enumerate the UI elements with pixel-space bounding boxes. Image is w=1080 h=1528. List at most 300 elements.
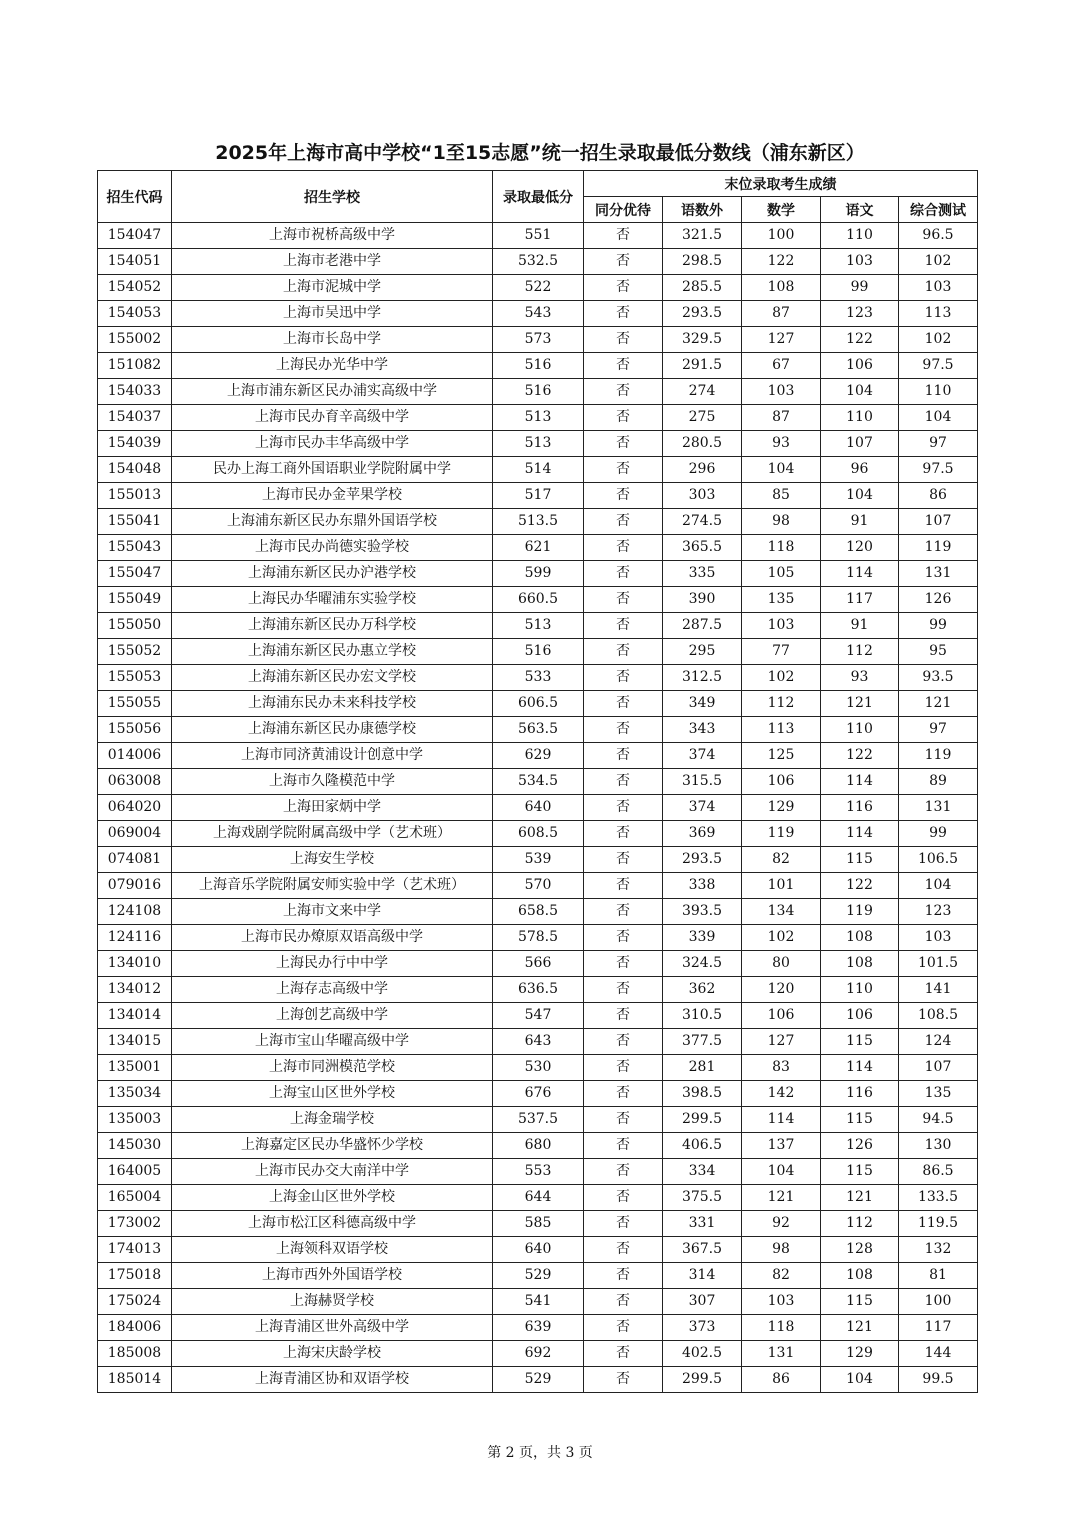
cell-math: 119: [742, 821, 821, 847]
cell-chinese: 112: [821, 1211, 899, 1237]
cell-math: 125: [742, 743, 821, 769]
table-row: [98, 1185, 978, 1211]
cell-code: 154039: [98, 431, 172, 457]
cell-min-score: 660.5: [493, 587, 584, 613]
cell-code: 155047: [98, 561, 172, 587]
table-row: [98, 1003, 978, 1029]
cell-school: 上海民办光华中学: [172, 353, 493, 379]
cell-chinese: 122: [821, 743, 899, 769]
cell-priority: 否: [584, 535, 663, 561]
cell-math: 103: [742, 379, 821, 405]
cell-math: 82: [742, 847, 821, 873]
cell-priority: 否: [584, 1315, 663, 1341]
cell-code: 175018: [98, 1263, 172, 1289]
cell-school: 上海市浦东新区民办浦实高级中学: [172, 379, 493, 405]
cell-school: 上海市祝桥高级中学: [172, 223, 493, 249]
cell-code: 135003: [98, 1107, 172, 1133]
cell-comprehensive: 117: [899, 1315, 978, 1341]
cell-chinese: 115: [821, 847, 899, 873]
cell-comprehensive: 132: [899, 1237, 978, 1263]
cell-comprehensive: 135: [899, 1081, 978, 1107]
cell-school: 上海市泥城中学: [172, 275, 493, 301]
cell-min-score: 608.5: [493, 821, 584, 847]
cell-comprehensive: 97: [899, 717, 978, 743]
cell-comprehensive: 97.5: [899, 457, 978, 483]
cell-chinese-math-english: 373: [663, 1315, 742, 1341]
cell-priority: 否: [584, 925, 663, 951]
cell-chinese-math-english: 374: [663, 795, 742, 821]
cell-school: 上海市老港中学: [172, 249, 493, 275]
table-row: [98, 795, 978, 821]
cell-comprehensive: 123: [899, 899, 978, 925]
cell-priority: 否: [584, 691, 663, 717]
cell-priority: 否: [584, 483, 663, 509]
cell-code: 155043: [98, 535, 172, 561]
cell-chinese-math-english: 299.5: [663, 1107, 742, 1133]
cell-min-score: 636.5: [493, 977, 584, 1003]
cell-chinese-math-english: 299.5: [663, 1367, 742, 1393]
table-row: [98, 1107, 978, 1133]
cell-code: 063008: [98, 769, 172, 795]
cell-priority: 否: [584, 899, 663, 925]
cell-chinese: 115: [821, 1107, 899, 1133]
cell-math: 82: [742, 1263, 821, 1289]
cell-chinese: 103: [821, 249, 899, 275]
cell-min-score: 541: [493, 1289, 584, 1315]
cell-comprehensive: 124: [899, 1029, 978, 1055]
cell-min-score: 517: [493, 483, 584, 509]
cell-school: 上海市松江区科德高级中学: [172, 1211, 493, 1237]
cell-math: 121: [742, 1185, 821, 1211]
cell-priority: 否: [584, 1367, 663, 1393]
cell-code: 064020: [98, 795, 172, 821]
cell-chinese: 114: [821, 1055, 899, 1081]
cell-math: 87: [742, 301, 821, 327]
cell-comprehensive: 119: [899, 535, 978, 561]
cell-school: 上海浦东新区民办万科学校: [172, 613, 493, 639]
cell-chinese: 122: [821, 873, 899, 899]
cell-code: 134010: [98, 951, 172, 977]
cell-math: 67: [742, 353, 821, 379]
cell-school: 上海戏剧学院附属高级中学（艺术班）: [172, 821, 493, 847]
cell-priority: 否: [584, 275, 663, 301]
cell-chinese-math-english: 275: [663, 405, 742, 431]
cell-comprehensive: 103: [899, 925, 978, 951]
cell-min-score: 513: [493, 431, 584, 457]
cell-code: 135034: [98, 1081, 172, 1107]
cell-math: 118: [742, 535, 821, 561]
cell-comprehensive: 119: [899, 743, 978, 769]
cell-min-score: 585: [493, 1211, 584, 1237]
admission-score-table: [97, 170, 978, 1393]
cell-comprehensive: 97.5: [899, 353, 978, 379]
cell-priority: 否: [584, 795, 663, 821]
cell-code: 154048: [98, 457, 172, 483]
table-row: [98, 691, 978, 717]
cell-priority: 否: [584, 1055, 663, 1081]
cell-min-score: 640: [493, 795, 584, 821]
cell-comprehensive: 119.5: [899, 1211, 978, 1237]
cell-min-score: 537.5: [493, 1107, 584, 1133]
cell-chinese-math-english: 310.5: [663, 1003, 742, 1029]
table-row: [98, 899, 978, 925]
cell-chinese: 123: [821, 301, 899, 327]
cell-code: 154052: [98, 275, 172, 301]
cell-comprehensive: 130: [899, 1133, 978, 1159]
cell-school: 上海民办行中中学: [172, 951, 493, 977]
cell-min-score: 513: [493, 405, 584, 431]
table-row: [98, 1367, 978, 1393]
table-row: [98, 639, 978, 665]
table-row: [98, 587, 978, 613]
cell-chinese-math-english: 312.5: [663, 665, 742, 691]
cell-school: 上海市吴迅中学: [172, 301, 493, 327]
cell-chinese-math-english: 296: [663, 457, 742, 483]
cell-math: 120: [742, 977, 821, 1003]
cell-comprehensive: 133.5: [899, 1185, 978, 1211]
cell-chinese: 107: [821, 431, 899, 457]
cell-chinese-math-english: 274: [663, 379, 742, 405]
cell-comprehensive: 86.5: [899, 1159, 978, 1185]
cell-school: 上海浦东民办未来科技学校: [172, 691, 493, 717]
cell-code: 154033: [98, 379, 172, 405]
header-chinese: 语文: [821, 197, 899, 223]
table-row: [98, 1237, 978, 1263]
cell-chinese-math-english: 293.5: [663, 847, 742, 873]
cell-school: 上海市民办交大南洋中学: [172, 1159, 493, 1185]
cell-comprehensive: 102: [899, 249, 978, 275]
cell-comprehensive: 106.5: [899, 847, 978, 873]
cell-comprehensive: 99.5: [899, 1367, 978, 1393]
cell-school: 民办上海工商外国语职业学院附属中学: [172, 457, 493, 483]
cell-comprehensive: 131: [899, 561, 978, 587]
cell-math: 122: [742, 249, 821, 275]
cell-comprehensive: 144: [899, 1341, 978, 1367]
cell-min-score: 513.5: [493, 509, 584, 535]
cell-chinese-math-english: 393.5: [663, 899, 742, 925]
table-body: [98, 223, 978, 1393]
cell-chinese: 119: [821, 899, 899, 925]
cell-math: 86: [742, 1367, 821, 1393]
cell-school: 上海市同洲模范学校: [172, 1055, 493, 1081]
cell-math: 103: [742, 1289, 821, 1315]
cell-chinese-math-english: 324.5: [663, 951, 742, 977]
cell-comprehensive: 102: [899, 327, 978, 353]
cell-priority: 否: [584, 1081, 663, 1107]
cell-math: 77: [742, 639, 821, 665]
cell-comprehensive: 107: [899, 509, 978, 535]
cell-math: 102: [742, 925, 821, 951]
cell-priority: 否: [584, 509, 663, 535]
cell-math: 101: [742, 873, 821, 899]
cell-chinese: 106: [821, 1003, 899, 1029]
cell-chinese-math-english: 390: [663, 587, 742, 613]
cell-school: 上海市西外外国语学校: [172, 1263, 493, 1289]
cell-code: 154037: [98, 405, 172, 431]
cell-code: 079016: [98, 873, 172, 899]
cell-school: 上海市民办育辛高级中学: [172, 405, 493, 431]
cell-chinese: 104: [821, 379, 899, 405]
table-row: [98, 847, 978, 873]
cell-math: 103: [742, 613, 821, 639]
cell-chinese-math-english: 374: [663, 743, 742, 769]
cell-priority: 否: [584, 1003, 663, 1029]
cell-code: 174013: [98, 1237, 172, 1263]
page-footer: 第 2 页，共 3 页: [487, 1445, 593, 1461]
cell-code: 151082: [98, 353, 172, 379]
cell-priority: 否: [584, 1107, 663, 1133]
cell-priority: 否: [584, 665, 663, 691]
cell-code: 134014: [98, 1003, 172, 1029]
table-row: [98, 873, 978, 899]
cell-priority: 否: [584, 1133, 663, 1159]
cell-min-score: 566: [493, 951, 584, 977]
cell-chinese: 120: [821, 535, 899, 561]
cell-math: 93: [742, 431, 821, 457]
cell-chinese: 108: [821, 925, 899, 951]
cell-code: 155041: [98, 509, 172, 535]
table-row: [98, 977, 978, 1003]
cell-school: 上海创艺高级中学: [172, 1003, 493, 1029]
cell-priority: 否: [584, 431, 663, 457]
cell-chinese-math-english: 365.5: [663, 535, 742, 561]
cell-min-score: 640: [493, 1237, 584, 1263]
cell-math: 129: [742, 795, 821, 821]
cell-priority: 否: [584, 769, 663, 795]
cell-min-score: 543: [493, 301, 584, 327]
cell-code: 014006: [98, 743, 172, 769]
cell-math: 142: [742, 1081, 821, 1107]
cell-comprehensive: 89: [899, 769, 978, 795]
cell-code: 155056: [98, 717, 172, 743]
cell-chinese: 116: [821, 795, 899, 821]
cell-min-score: 644: [493, 1185, 584, 1211]
cell-priority: 否: [584, 1341, 663, 1367]
table-row: [98, 951, 978, 977]
cell-min-score: 529: [493, 1367, 584, 1393]
cell-chinese-math-english: 280.5: [663, 431, 742, 457]
cell-comprehensive: 97: [899, 431, 978, 457]
table-row: [98, 925, 978, 951]
cell-chinese: 91: [821, 509, 899, 535]
cell-school: 上海浦东新区民办东鼎外国语学校: [172, 509, 493, 535]
table-row: [98, 249, 978, 275]
cell-math: 127: [742, 327, 821, 353]
table-row: [98, 1029, 978, 1055]
cell-chinese: 116: [821, 1081, 899, 1107]
header-chinese-math-english: 语数外: [663, 197, 742, 223]
cell-code: 154053: [98, 301, 172, 327]
cell-chinese: 110: [821, 977, 899, 1003]
cell-code: 134012: [98, 977, 172, 1003]
cell-math: 85: [742, 483, 821, 509]
cell-comprehensive: 101.5: [899, 951, 978, 977]
cell-math: 114: [742, 1107, 821, 1133]
cell-school: 上海宋庆龄学校: [172, 1341, 493, 1367]
cell-school: 上海市民办尚德实验学校: [172, 535, 493, 561]
cell-code: 155049: [98, 587, 172, 613]
table-row: [98, 275, 978, 301]
cell-math: 98: [742, 1237, 821, 1263]
cell-math: 118: [742, 1315, 821, 1341]
cell-chinese-math-english: 338: [663, 873, 742, 899]
cell-chinese: 117: [821, 587, 899, 613]
cell-chinese-math-english: 362: [663, 977, 742, 1003]
cell-chinese: 122: [821, 327, 899, 353]
table-row: [98, 1211, 978, 1237]
cell-min-score: 606.5: [493, 691, 584, 717]
cell-min-score: 643: [493, 1029, 584, 1055]
cell-comprehensive: 108.5: [899, 1003, 978, 1029]
table-row: [98, 353, 978, 379]
cell-school: 上海市久隆模范中学: [172, 769, 493, 795]
cell-chinese-math-english: 329.5: [663, 327, 742, 353]
cell-priority: 否: [584, 353, 663, 379]
cell-comprehensive: 99: [899, 613, 978, 639]
table-row: [98, 301, 978, 327]
cell-min-score: 516: [493, 379, 584, 405]
cell-math: 102: [742, 665, 821, 691]
header-priority: 同分优待: [584, 197, 663, 223]
cell-chinese-math-english: 303: [663, 483, 742, 509]
cell-math: 87: [742, 405, 821, 431]
cell-math: 100: [742, 223, 821, 249]
cell-math: 105: [742, 561, 821, 587]
cell-school: 上海音乐学院附属安师实验中学（艺术班）: [172, 873, 493, 899]
cell-min-score: 639: [493, 1315, 584, 1341]
cell-chinese: 114: [821, 561, 899, 587]
cell-school: 上海市宝山华曜高级中学: [172, 1029, 493, 1055]
cell-min-score: 533: [493, 665, 584, 691]
cell-priority: 否: [584, 223, 663, 249]
header-code: 招生代码: [98, 171, 172, 223]
cell-chinese-math-english: 315.5: [663, 769, 742, 795]
cell-chinese-math-english: 295: [663, 639, 742, 665]
cell-comprehensive: 103: [899, 275, 978, 301]
cell-chinese: 115: [821, 1289, 899, 1315]
cell-school: 上海领科双语学校: [172, 1237, 493, 1263]
cell-priority: 否: [584, 873, 663, 899]
cell-chinese-math-english: 406.5: [663, 1133, 742, 1159]
cell-priority: 否: [584, 1289, 663, 1315]
cell-comprehensive: 110: [899, 379, 978, 405]
cell-priority: 否: [584, 561, 663, 587]
cell-chinese-math-english: 377.5: [663, 1029, 742, 1055]
cell-comprehensive: 86: [899, 483, 978, 509]
cell-chinese: 129: [821, 1341, 899, 1367]
cell-math: 106: [742, 1003, 821, 1029]
cell-chinese: 96: [821, 457, 899, 483]
cell-code: 124116: [98, 925, 172, 951]
cell-min-score: 529: [493, 1263, 584, 1289]
cell-code: 154051: [98, 249, 172, 275]
cell-school: 上海浦东新区民办康德学校: [172, 717, 493, 743]
cell-math: 92: [742, 1211, 821, 1237]
cell-comprehensive: 104: [899, 873, 978, 899]
cell-math: 104: [742, 1159, 821, 1185]
cell-min-score: 516: [493, 639, 584, 665]
cell-chinese: 108: [821, 951, 899, 977]
cell-code: 155052: [98, 639, 172, 665]
cell-min-score: 551: [493, 223, 584, 249]
cell-chinese: 91: [821, 613, 899, 639]
cell-chinese-math-english: 307: [663, 1289, 742, 1315]
cell-min-score: 570: [493, 873, 584, 899]
cell-min-score: 599: [493, 561, 584, 587]
cell-min-score: 676: [493, 1081, 584, 1107]
table-row: [98, 613, 978, 639]
cell-priority: 否: [584, 847, 663, 873]
cell-comprehensive: 94.5: [899, 1107, 978, 1133]
table-row: [98, 379, 978, 405]
cell-code: 124108: [98, 899, 172, 925]
cell-chinese: 115: [821, 1159, 899, 1185]
cell-math: 113: [742, 717, 821, 743]
table-row: [98, 743, 978, 769]
cell-comprehensive: 96.5: [899, 223, 978, 249]
cell-priority: 否: [584, 457, 663, 483]
table-row: [98, 327, 978, 353]
cell-math: 98: [742, 509, 821, 535]
cell-school: 上海市民办丰华高级中学: [172, 431, 493, 457]
cell-school: 上海市同济黄浦设计创意中学: [172, 743, 493, 769]
cell-code: 135001: [98, 1055, 172, 1081]
cell-comprehensive: 104: [899, 405, 978, 431]
cell-chinese-math-english: 321.5: [663, 223, 742, 249]
cell-chinese: 104: [821, 1367, 899, 1393]
cell-chinese: 104: [821, 483, 899, 509]
cell-math: 106: [742, 769, 821, 795]
cell-school: 上海青浦区世外高级中学: [172, 1315, 493, 1341]
cell-chinese: 115: [821, 1029, 899, 1055]
cell-chinese-math-english: 402.5: [663, 1341, 742, 1367]
cell-chinese: 110: [821, 717, 899, 743]
table-row: [98, 1315, 978, 1341]
cell-chinese-math-english: 349: [663, 691, 742, 717]
cell-chinese: 99: [821, 275, 899, 301]
cell-chinese: 121: [821, 1315, 899, 1341]
table-row: [98, 1133, 978, 1159]
cell-school: 上海安生学校: [172, 847, 493, 873]
cell-chinese-math-english: 298.5: [663, 249, 742, 275]
table-row: [98, 665, 978, 691]
cell-school: 上海宝山区世外学校: [172, 1081, 493, 1107]
cell-min-score: 629: [493, 743, 584, 769]
cell-math: 108: [742, 275, 821, 301]
cell-school: 上海金山区世外学校: [172, 1185, 493, 1211]
cell-school: 上海浦东新区民办宏文学校: [172, 665, 493, 691]
cell-comprehensive: 131: [899, 795, 978, 821]
cell-chinese-math-english: 285.5: [663, 275, 742, 301]
cell-min-score: 532.5: [493, 249, 584, 275]
cell-min-score: 680: [493, 1133, 584, 1159]
cell-chinese-math-english: 314: [663, 1263, 742, 1289]
table-row: [98, 509, 978, 535]
header-comprehensive: 综合测试: [899, 197, 978, 223]
cell-priority: 否: [584, 405, 663, 431]
cell-math: 131: [742, 1341, 821, 1367]
cell-code: 175024: [98, 1289, 172, 1315]
cell-school: 上海浦东新区民办惠立学校: [172, 639, 493, 665]
cell-chinese: 126: [821, 1133, 899, 1159]
cell-code: 145030: [98, 1133, 172, 1159]
table-row: [98, 431, 978, 457]
cell-chinese-math-english: 293.5: [663, 301, 742, 327]
table-row: [98, 1055, 978, 1081]
cell-chinese: 110: [821, 223, 899, 249]
cell-comprehensive: 121: [899, 691, 978, 717]
cell-chinese: 128: [821, 1237, 899, 1263]
